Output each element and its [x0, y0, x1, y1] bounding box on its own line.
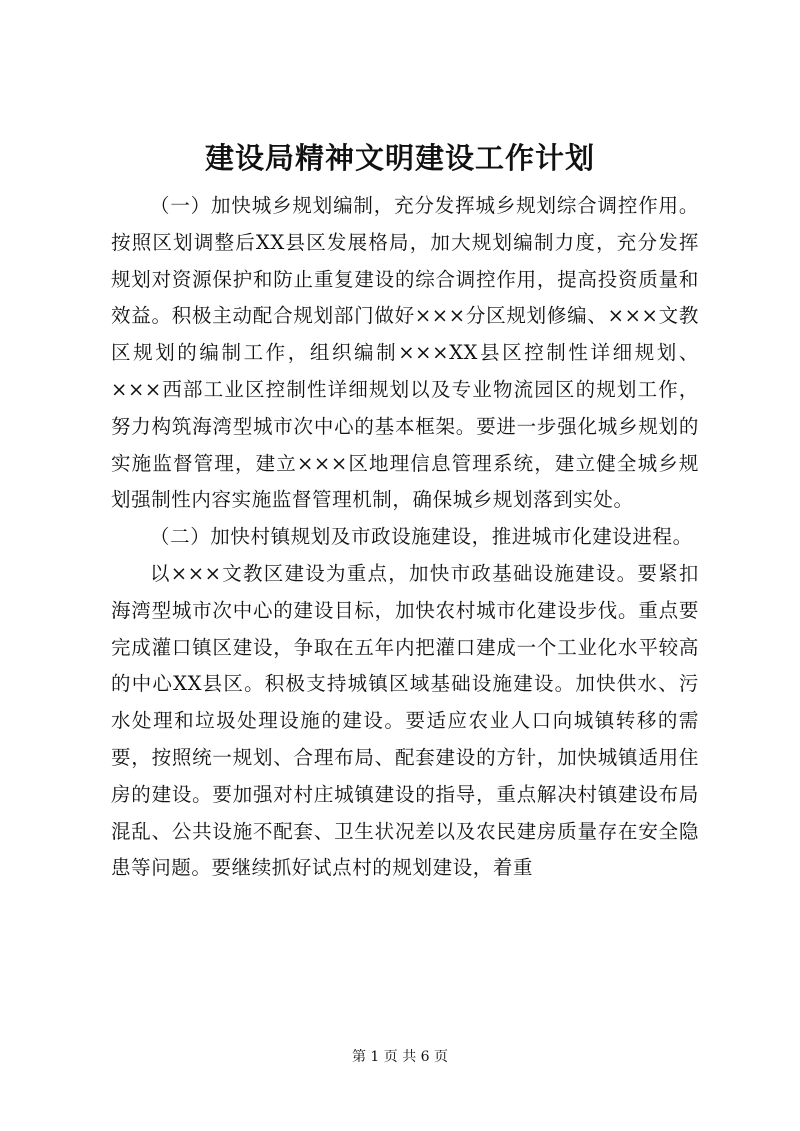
document-title: 建设局精神文明建设工作计划 — [204, 141, 595, 175]
paragraph-1: （一）加快城乡规划编制，充分发挥城乡规划综合调控作用。按照区划调整后XX县区发展格局，加大规划编制力度，充分发挥规划对资源保护和防止重复建设的综合调控作用，提高投资质量和效益。积极主动配合规划部门做好×××分区规划修编、×××文教区规划的编制工作，组织编制×××XX县区控制性详细规划、×××西部工业区控制性详细规划以及专业物流园区的规划工作，努力构筑海湾型城市次中心的基本框架。要进一步强化城乡规划的实施监督管理，建立×××区地理信息管理系统，建立健全城乡规划强制性内容实施监督管理机制，确保城乡规划落到实处。 — [111, 194, 699, 512]
paragraph-3: 以×××文教区建设为重点，加快市政基础设施建设。要紧扣海湾型城市次中心的建设目标，加快农村城市化建设步伐。重点要完成灌口镇区建设，争取在五年内把灌口建成一个工业化水平较高的中心XX县区。积极支持城镇区域基础设施建设。加快供水、污水处理和垃圾处理设施的建设。要适应农业人口向城镇转移的需要，按照统一规划、合理布局、配套建设的方针，加快城镇适用住房的建设。要加强对村庄城镇建设的指导，重点解决村镇建设布局混乱、公共设施不配套、卫生状况差以及农民建房质量存在安全隐患等问题。要继续抓好试点村的规划建设，着重 — [111, 561, 699, 880]
paragraph-2-heading: （二）加快村镇规划及市政设施建设，推进城市化建设进程。 — [150, 525, 693, 549]
page-number-footer: 第 1 页 共 6 页 — [351, 1049, 449, 1065]
document-body — [111, 188, 699, 887]
